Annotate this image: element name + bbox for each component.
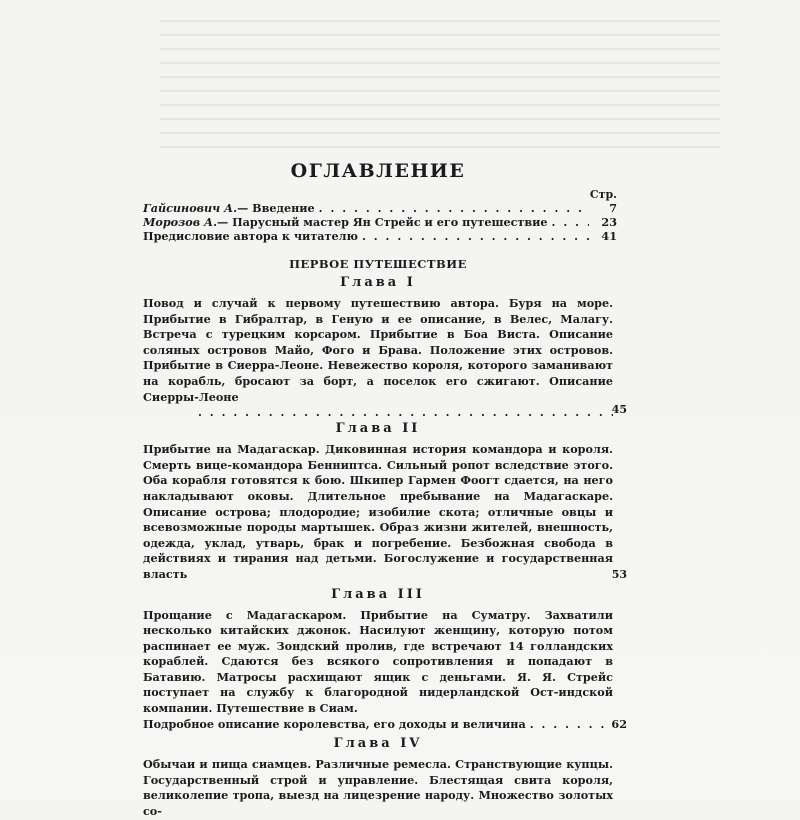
toc-entry-author: Морозов А.	[143, 215, 217, 229]
toc-entry-preface	[143, 229, 617, 243]
chapter-description-3-last-line	[143, 716, 627, 733]
chapter-page: 45	[611, 402, 627, 416]
chapter-page: 62	[611, 716, 627, 731]
chapter-description-text: Подробное описание королевства, его доходы и величина	[143, 716, 526, 731]
toc-entry-introduction	[143, 201, 617, 215]
chapter-description-4	[143, 757, 613, 819]
toc-entry-page: 7	[609, 201, 617, 215]
toc-entry-page: 23	[601, 215, 617, 229]
toc-entry-title: — Введение	[237, 201, 315, 215]
chapter-title-2: Глава II	[335, 421, 421, 437]
page-column-label: Стр.	[589, 188, 617, 201]
chapter-title-1: Глава I	[340, 275, 416, 290]
toc-heading: ОГЛАВЛЕНИЕ	[290, 160, 466, 182]
toc-entry-sailmaker	[143, 215, 617, 229]
chapter-description-text: Прощание с Мадагаскаром. Прибытие на Суматру. Захватили несколько китайских джонок. Насилуют женщину, которую потом распинает ее муж. Зондский пролив, где встречают 14 голландских кораблей. Сдаются без всякого сопротивления и попадают в Батавию. Матросы расхищают ящик с деньгами. Я. Я. Стрейс поступает на службу к благородной нидерландской Ост-индской компании. Путешествие в Сиам.	[143, 607, 613, 716]
chapter-description-text: Прибытие на Мадагаскар. Диковинная история командора и короля. Смерть вице-командора Бенниптса. Сильный ропот вследствие этого. Оба корабля готовятся к бою. Шкипер Гармен Фоогт сдается, на него накладывают оковы. Длительное пребывание на Мадагаскаре. Описание острова; плодородие; изобилие скота; отличные овцы и всевозможные породы мартышек. Образ жизни жителей, внешность, одежда, уклад, утварь, брак и погребение. Безбожная свобода в действиях и тирания над детьми. Богослужение и государственная власть	[143, 442, 613, 581]
chapter-description-text: Повод и случай к первому путешествию автора. Буря на море. Прибытие в Гибралтар, в Геную и ее описание, в Велес, Малагу. Встреча с турецким корсаром. Прибытие в Боа Виста. Описание соляных островов Майо, Фого и Брава. Положение этих островов. Прибытие в Сиерра-Леоне. Невежество короля, которого заманивают на корабль, бросают за борт, а поселок его сжигают. Описание Сиерры-Леоне	[143, 296, 613, 404]
dot-leader	[552, 215, 589, 229]
dot-leader	[143, 405, 613, 417]
chapter-description-2	[143, 442, 627, 582]
toc-entry-title: Предисловие автора к читателю	[143, 229, 358, 243]
chapter-description-text: Обычаи и пища сиамцев. Различные ремесла. Странствующие купцы. Государственный строй и управление. Блестящая свита короля, великолепие тропа, выезд на лицезрение народу. Множество золотых со-	[143, 757, 613, 819]
dot-leader	[530, 717, 608, 733]
toc-entry-author: Гайсинович А.	[143, 201, 238, 215]
bleed-through-text	[160, 20, 720, 155]
chapter-title-4: Глава IV	[333, 736, 423, 752]
dot-leader	[362, 229, 589, 243]
toc-entry-page: 41	[601, 229, 617, 243]
toc-entry-title: — Парусный мастер Ян Стрейс и его путешествие	[216, 215, 548, 229]
part-title: ПЕРВОЕ ПУТЕШЕСТВИЕ	[289, 257, 467, 271]
chapter-description-3	[143, 608, 613, 717]
table-of-contents	[143, 160, 627, 820]
chapter-title-3: Глава III	[331, 586, 425, 602]
dot-leader	[319, 201, 589, 215]
chapter-page: 53	[611, 567, 627, 581]
chapter-description-1	[143, 296, 627, 417]
